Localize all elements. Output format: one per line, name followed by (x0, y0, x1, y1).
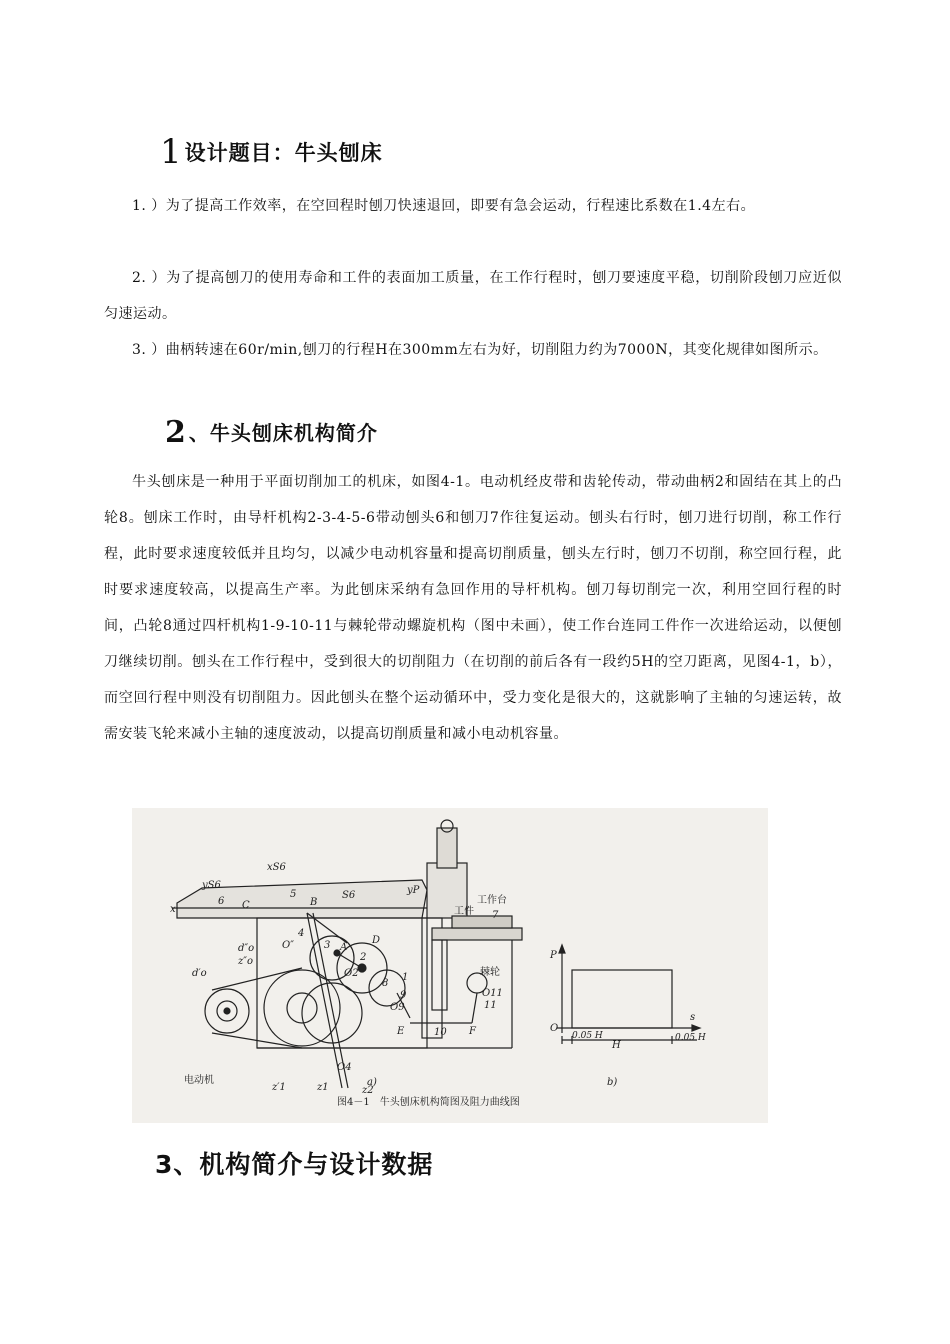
label-link-5: 5 (290, 889, 297, 900)
label-subfig-a: a) (367, 1077, 377, 1088)
label-link-9: 9 (400, 990, 407, 1001)
label-z2: z2 (362, 1085, 374, 1096)
section-3-title: 、机构简介与设计数据 (173, 1150, 434, 1179)
label-z1p: z′1 (272, 1082, 286, 1093)
section-2-title: 、牛头刨床机构简介 (188, 421, 378, 445)
label-link-4: 4 (298, 928, 305, 939)
label-xs6: xS6 (267, 862, 286, 873)
label-S6: S6 (342, 890, 356, 901)
requirement-item-1: 1. ）为了提高工作效率，在空回程时刨刀快速退回，即要有急会运动，行程速比系数在1.4左右。 (132, 198, 756, 214)
label-D: D (372, 935, 381, 946)
requirement-item-2: 2. ）为了提高刨刀的使用寿命和工件的表面加工质量，在工作行程时，刨刀要速度平稳，切削阶段刨刀应近似匀速运动。 (104, 270, 842, 322)
label-H: H (612, 1040, 621, 1051)
mechanism-diagram (132, 808, 768, 1123)
label-link-11: 11 (484, 1000, 497, 1011)
section-1-number: 1 (160, 132, 183, 172)
figure-caption: 图4－1 牛头刨床机构简图及阻力曲线图 (337, 1097, 520, 1108)
mechanism-figure (132, 808, 768, 1123)
label-worktable: 工作台 (477, 895, 507, 906)
label-h1: 0.05 H (572, 1031, 603, 1041)
label-B: B (310, 897, 318, 908)
label-s: s (690, 1012, 696, 1023)
label-link-7: 7 (492, 910, 499, 921)
section-2-body: 牛头刨床是一种用于平面切削加工的机床，如图4-1。电动机经皮带和齿轮传动，带动曲柄2和固结在其上的凸轮8。刨床工作时，由导杆机构2-3-4-5-6带动刨头6和刨刀7作往复运动。刨头右行时，刨刀进行切削，称工作行程，此时要求速度较低并且均匀，以减少电动机容量和提高切削质量，刨头左行时，刨刀不切削，称空回行程，此时要求速度较高，以提高生产率。为此刨床采纳有急回作用的导杆机构。刨刀每切削完一次，利用空回行程的时间，凸轮8通过四杆机构1-9-10-11与棘轮带动螺旋机构（图中未画），使工作台连同工件作一次进给运动，以便刨刀继续切削。刨头在工作行程中，受到很大的切削阻力（在切削的前后各有一段约5H的空刀距离，见图4-1，b），而空回行程中则没有切削阻力。因此刨头在整个运动循环中，受力变化是很大的，这就影响了主轴的匀速运转，故需安装飞轮来减小主轴的速度波动，以提高切削质量和减小电动机容量。 (104, 474, 842, 742)
label-link-10: 10 (434, 1027, 447, 1038)
label-O11: O11 (482, 988, 503, 999)
section-2-number: 2 (165, 415, 187, 450)
label-subfig-b: b) (607, 1077, 618, 1088)
label-link-3: 3 (324, 940, 331, 951)
label-O9: O9 (390, 1002, 405, 1013)
label-link-8: 8 (382, 978, 389, 989)
requirement-item-3: 3. ）曲柄转速在60r/min,刨刀的行程H在300mm左右为好，切削阻力约为7000N，其变化规律如图所示。 (132, 342, 828, 358)
label-ratchet: 棘轮 (480, 967, 500, 978)
label-zpp: z″o (238, 956, 254, 967)
section-3-heading (155, 1145, 433, 1181)
section-1-heading (160, 132, 383, 172)
section-2-heading (165, 415, 378, 450)
section-3-number: 3 (155, 1150, 174, 1179)
label-O2: O2 (344, 968, 359, 979)
label-Opp: O″ (282, 940, 294, 951)
label-link-2: 2 (360, 952, 367, 963)
label-yP: yP (407, 885, 420, 896)
label-z1: z1 (317, 1082, 329, 1093)
label-E: E (397, 1026, 405, 1037)
label-x: x (170, 904, 176, 915)
label-link-6: 6 (218, 896, 225, 907)
label-O4: O4 (337, 1062, 352, 1073)
label-O: O (550, 1023, 559, 1034)
label-dpp: d″o (238, 943, 255, 954)
label-workpiece: 工件 (454, 906, 474, 917)
section-1-title: 设计题目：牛头刨床 (184, 141, 383, 165)
label-h2: 0.05 H (675, 1033, 706, 1043)
label-link-1: 1 (402, 972, 409, 983)
label-C: C (242, 900, 250, 911)
label-P: P (550, 950, 557, 961)
label-ys6: yS6 (202, 880, 221, 891)
label-F: F (469, 1026, 476, 1037)
label-motor: 电动机 (184, 1075, 214, 1086)
label-dp: d′o (192, 968, 207, 979)
label-A: A (340, 942, 348, 953)
